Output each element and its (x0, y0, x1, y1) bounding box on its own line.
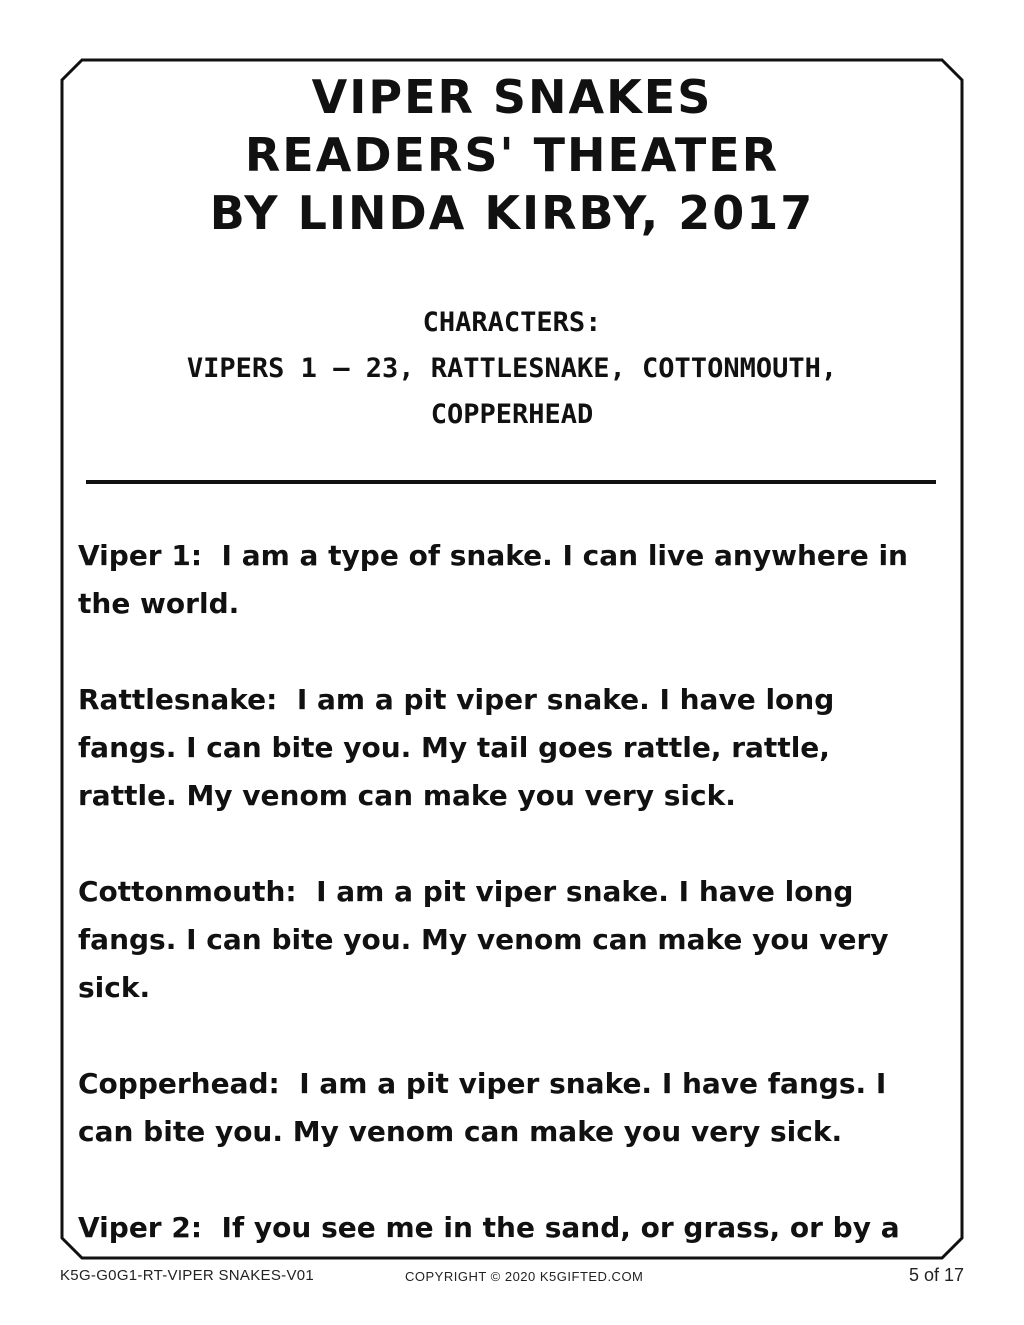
script-line (78, 1060, 934, 1156)
dialogue-text: I am a pit viper snake. I have fangs. I can bite you. My venom can make you very sick. (78, 1067, 887, 1148)
script-line (78, 676, 934, 820)
characters-list-line-2: COPPERHEAD (430, 399, 594, 430)
characters-heading: CHARACTERS: (422, 307, 602, 338)
speaker-cottonmouth: Cottonmouth: (78, 875, 297, 908)
title-line-2: READERS' THEATER (244, 128, 780, 182)
characters-block (70, 300, 954, 438)
page-footer (0, 1267, 1024, 1291)
characters-list-line-1: VIPERS 1 – 23, RATTLESNAKE, COTTONMOUTH, (186, 353, 838, 384)
speaker-rattlesnake: Rattlesnake: (78, 683, 278, 716)
speaker-viper-2: Viper 2: (78, 1211, 203, 1244)
script-line (78, 868, 934, 1012)
copyright-notice: COPYRIGHT © 2020 K5GIFTED.COM (405, 1269, 644, 1284)
title-line-3: BY LINDA KIRBY, 2017 (209, 186, 815, 240)
speaker-viper-1: Viper 1: (78, 539, 203, 572)
dialogue-text: I am a type of snake. I can live anywhere in the world. (78, 539, 908, 620)
speaker-copperhead: Copperhead: (78, 1067, 280, 1100)
script-body (78, 532, 934, 1300)
document-code: K5G-G0G1-RT-VIPER SNAKES-V01 (60, 1267, 315, 1284)
script-line (78, 532, 934, 628)
title-line-1: VIPER SNAKES (311, 70, 713, 124)
dialogue-text: I am a pit viper snake. I have long fangs. I can bite you. My tail goes rattle, rattle, rattle. My venom can make you very sick. (78, 683, 835, 812)
dialogue-text: I am a pit viper snake. I have long fangs. I can bite you. My venom can make you very sick. (78, 875, 889, 1004)
page-number: 5 of 17 (908, 1265, 964, 1285)
script-line (78, 1204, 934, 1252)
dialogue-text: If you see me in the sand, or grass, or by a (221, 1211, 900, 1244)
divider-rule (86, 480, 936, 484)
title-block (100, 68, 924, 242)
